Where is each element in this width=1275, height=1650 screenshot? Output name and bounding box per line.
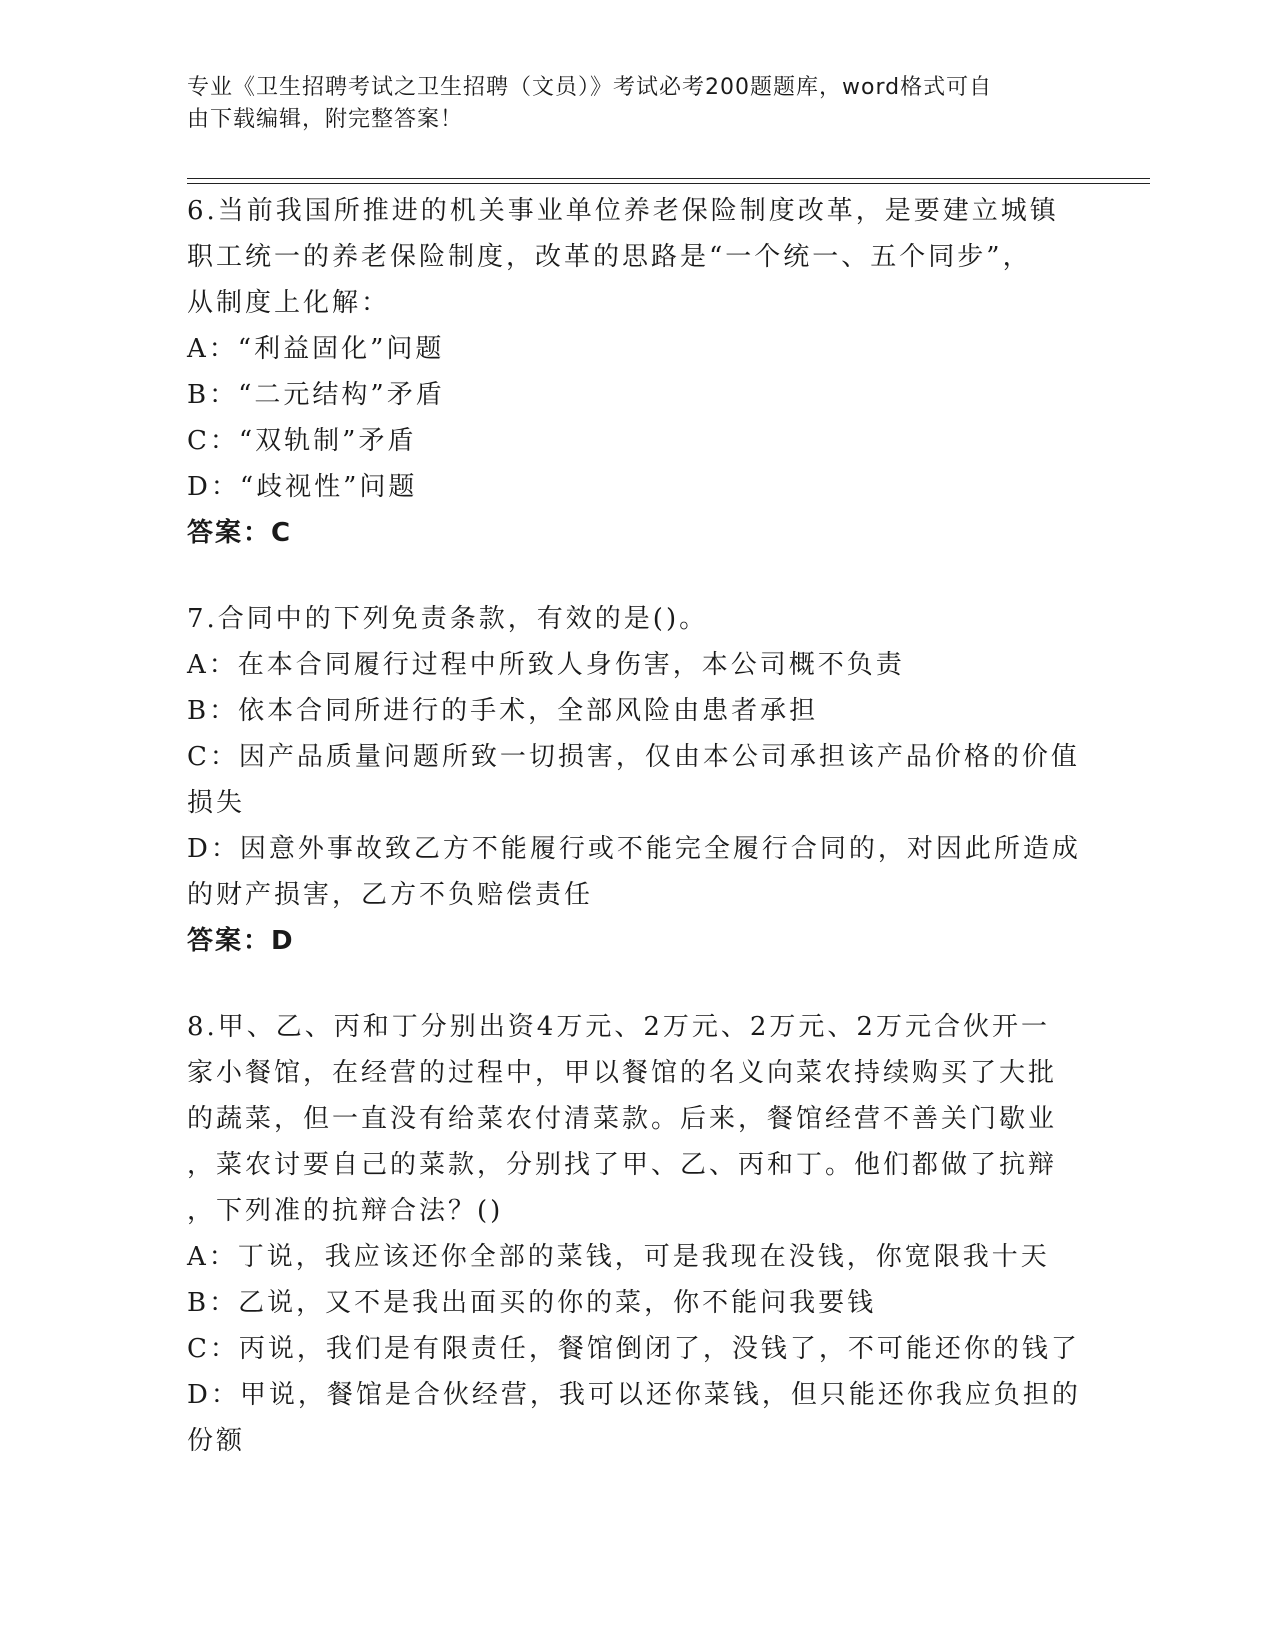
option-c: C：丙说，我们是有限责任，餐馆倒闭了，没钱了，不可能还你的钱了 bbox=[187, 1334, 1080, 1364]
option-d: D：甲说，餐馆是合伙经营，我可以还你菜钱，但只能还你我应负担的 bbox=[187, 1380, 1081, 1410]
question-7 bbox=[187, 596, 1081, 964]
answer-label: 答案：D bbox=[187, 926, 295, 956]
option-b: B：乙说，又不是我出面买的你的菜，你不能问我要钱 bbox=[187, 1288, 877, 1318]
question-8 bbox=[187, 1004, 1081, 1464]
option-c: C：“双轨制”矛盾 bbox=[187, 426, 417, 456]
question-stem-line: ，菜农讨要自己的菜款，分别找了甲、乙、丙和丁。他们都做了抗辩 bbox=[187, 1150, 1058, 1180]
question-stem-line: 8.甲、乙、丙和丁分别出资4万元、2万元、2万元、2万元合伙开一 bbox=[187, 1012, 1050, 1042]
header-line-1: 专业《卫生招聘考试之卫生招聘（文员）》考试必考200题题库，word格式可自 bbox=[187, 75, 993, 100]
option-d-continued: 的财产损害，乙方不负赔偿责任 bbox=[187, 880, 594, 910]
question-stem-line: 家小餐馆，在经营的过程中，甲以餐馆的名义向菜农持续购买了大批 bbox=[187, 1058, 1058, 1088]
option-b: B：依本合同所进行的手术，全部风险由患者承担 bbox=[187, 696, 819, 726]
header-divider-bottom bbox=[187, 183, 1150, 184]
option-d-continued: 份额 bbox=[187, 1426, 246, 1456]
option-b: B：“二元结构”矛盾 bbox=[187, 380, 445, 410]
option-a: A：在本合同履行过程中所致人身伤害，本公司概不负责 bbox=[187, 650, 905, 680]
question-stem-line: ，下列准的抗辩合法？() bbox=[187, 1196, 504, 1226]
option-d: D：因意外事故致乙方不能履行或不能完全履行合同的，对因此所造成 bbox=[187, 834, 1081, 864]
header-divider-top bbox=[187, 178, 1150, 179]
document-header bbox=[187, 72, 1067, 136]
answer-label: 答案：C bbox=[187, 518, 293, 548]
option-c: C：因产品质量问题所致一切损害，仅由本公司承担该产品价格的价值 bbox=[187, 742, 1080, 772]
header-line-2: 由下载编辑，附完整答案！ bbox=[187, 107, 464, 132]
question-6 bbox=[187, 188, 1067, 556]
option-a: A：“利益固化”问题 bbox=[187, 334, 445, 364]
option-d: D：“歧视性”问题 bbox=[187, 472, 418, 502]
question-stem-line: 职工统一的养老保险制度，改革的思路是“一个统一、五个同步”， bbox=[187, 242, 1032, 272]
question-stem-line: 从制度上化解： bbox=[187, 288, 391, 318]
question-stem-line: 7.合同中的下列免责条款，有效的是()。 bbox=[187, 604, 709, 634]
option-a: A：丁说，我应该还你全部的菜钱，可是我现在没钱，你宽限我十天 bbox=[187, 1242, 1050, 1272]
question-stem-line: 的蔬菜，但一直没有给菜农付清菜款。后来，餐馆经营不善关门歇业 bbox=[187, 1104, 1058, 1134]
question-stem-line: 6.当前我国所推进的机关事业单位养老保险制度改革，是要建立城镇 bbox=[187, 196, 1059, 226]
option-c-continued: 损失 bbox=[187, 788, 246, 818]
